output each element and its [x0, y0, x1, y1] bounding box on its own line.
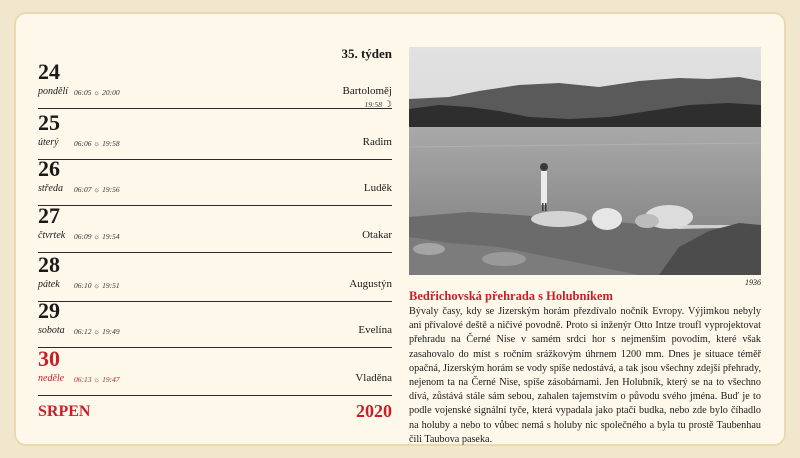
day-number: 27	[38, 203, 60, 228]
year-label: 2020	[356, 401, 392, 421]
lake-photo-illustration	[409, 47, 761, 275]
day-row-25	[38, 111, 392, 160]
day-number: 29	[38, 298, 60, 323]
day-row-30	[38, 347, 392, 396]
weekday: pátek	[38, 279, 60, 290]
weekday: čtvrtek	[38, 230, 66, 241]
day-number: 25	[38, 110, 60, 135]
nameday: Bartoloměj	[342, 85, 392, 97]
day-number: 28	[38, 252, 60, 277]
day-number: 26	[38, 156, 60, 181]
weekday: sobota	[38, 325, 65, 336]
sun-icon: ☼	[93, 281, 101, 290]
article-body: Bývaly časy, kdy se Jizerským horám přezdívalo nočník Evropy. Výjimkou nebyly ani přívalové deště a ničivé povodně. Proto si inženýr Otto Intze troufl vyprojektovat přehradu na Černé Nise v samém srdci hor s nejmenším povodím, které však zasahovalo do míst s ročním srážkovým úhrnem 1200 mm. Dnes je situace téměř opačná, Jizerským horám se vody spíše nedostává, a tak jsou všechny zdejší přehrady, nejenom ta na Černé Nise, spíše zásobárnami. Jen Holubník, který se na to všechno dívá, zůstává stále sám sebou, zahalen tajemstvím o původu svého jména. Buď je to podle vojenské signální tyče, která vypadala jako ptačí budka, nebo zde bylo číhadlo na holuby a nebo to vůbec nemá s holuby nic společného a byla tu prostě Taubenhau čili Taubova paseka.	[409, 306, 761, 445]
week-label: 35. týden	[341, 46, 392, 61]
sun-times: 06:12 ☼ 19:49	[74, 327, 120, 336]
nameday: Augustýn	[349, 278, 392, 290]
sun-icon: ☼	[93, 232, 101, 241]
photo-year: 1936	[745, 278, 761, 287]
sun-icon: ☼	[93, 139, 101, 148]
sun-times: 06:07 ☼ 19:56	[74, 185, 120, 194]
day-row-27	[38, 204, 392, 253]
moon-icon: ☽	[383, 99, 392, 109]
weekday: úterý	[38, 137, 59, 148]
article-title: Bedřichovská přehrada s Holubníkem	[409, 289, 613, 303]
day-number: 30	[38, 346, 60, 371]
sun-times: 06:06 ☼ 19:58	[74, 139, 120, 148]
nameday: Evelína	[358, 324, 392, 336]
nameday: Radim	[362, 136, 392, 148]
moon-phase: 19:58 ☽	[364, 99, 392, 109]
nameday: Otakar	[362, 229, 392, 241]
day-number: 24	[38, 59, 60, 84]
sun-times: 06:05 ☼ 20:00	[74, 88, 120, 97]
sun-icon: ☼	[93, 375, 101, 384]
sun-icon: ☼	[93, 185, 101, 194]
sun-times: 06:10 ☼ 19:51	[74, 281, 120, 290]
sun-times: 06:13 ☼ 19:47	[74, 375, 120, 384]
sun-icon: ☼	[93, 88, 101, 97]
weekday: pondělí	[38, 86, 68, 97]
day-row-29	[38, 299, 392, 348]
nameday: Luděk	[363, 182, 392, 194]
month-label: SRPEN	[38, 403, 91, 420]
day-row-26	[38, 157, 392, 206]
nameday: Vladěna	[355, 372, 392, 384]
weekday: středa	[38, 183, 63, 194]
sun-icon: ☼	[93, 327, 101, 336]
weekday: neděle	[38, 373, 65, 384]
sun-times: 06:09 ☼ 19:54	[74, 232, 120, 241]
day-row-28	[38, 253, 392, 302]
historic-photo	[409, 47, 761, 275]
